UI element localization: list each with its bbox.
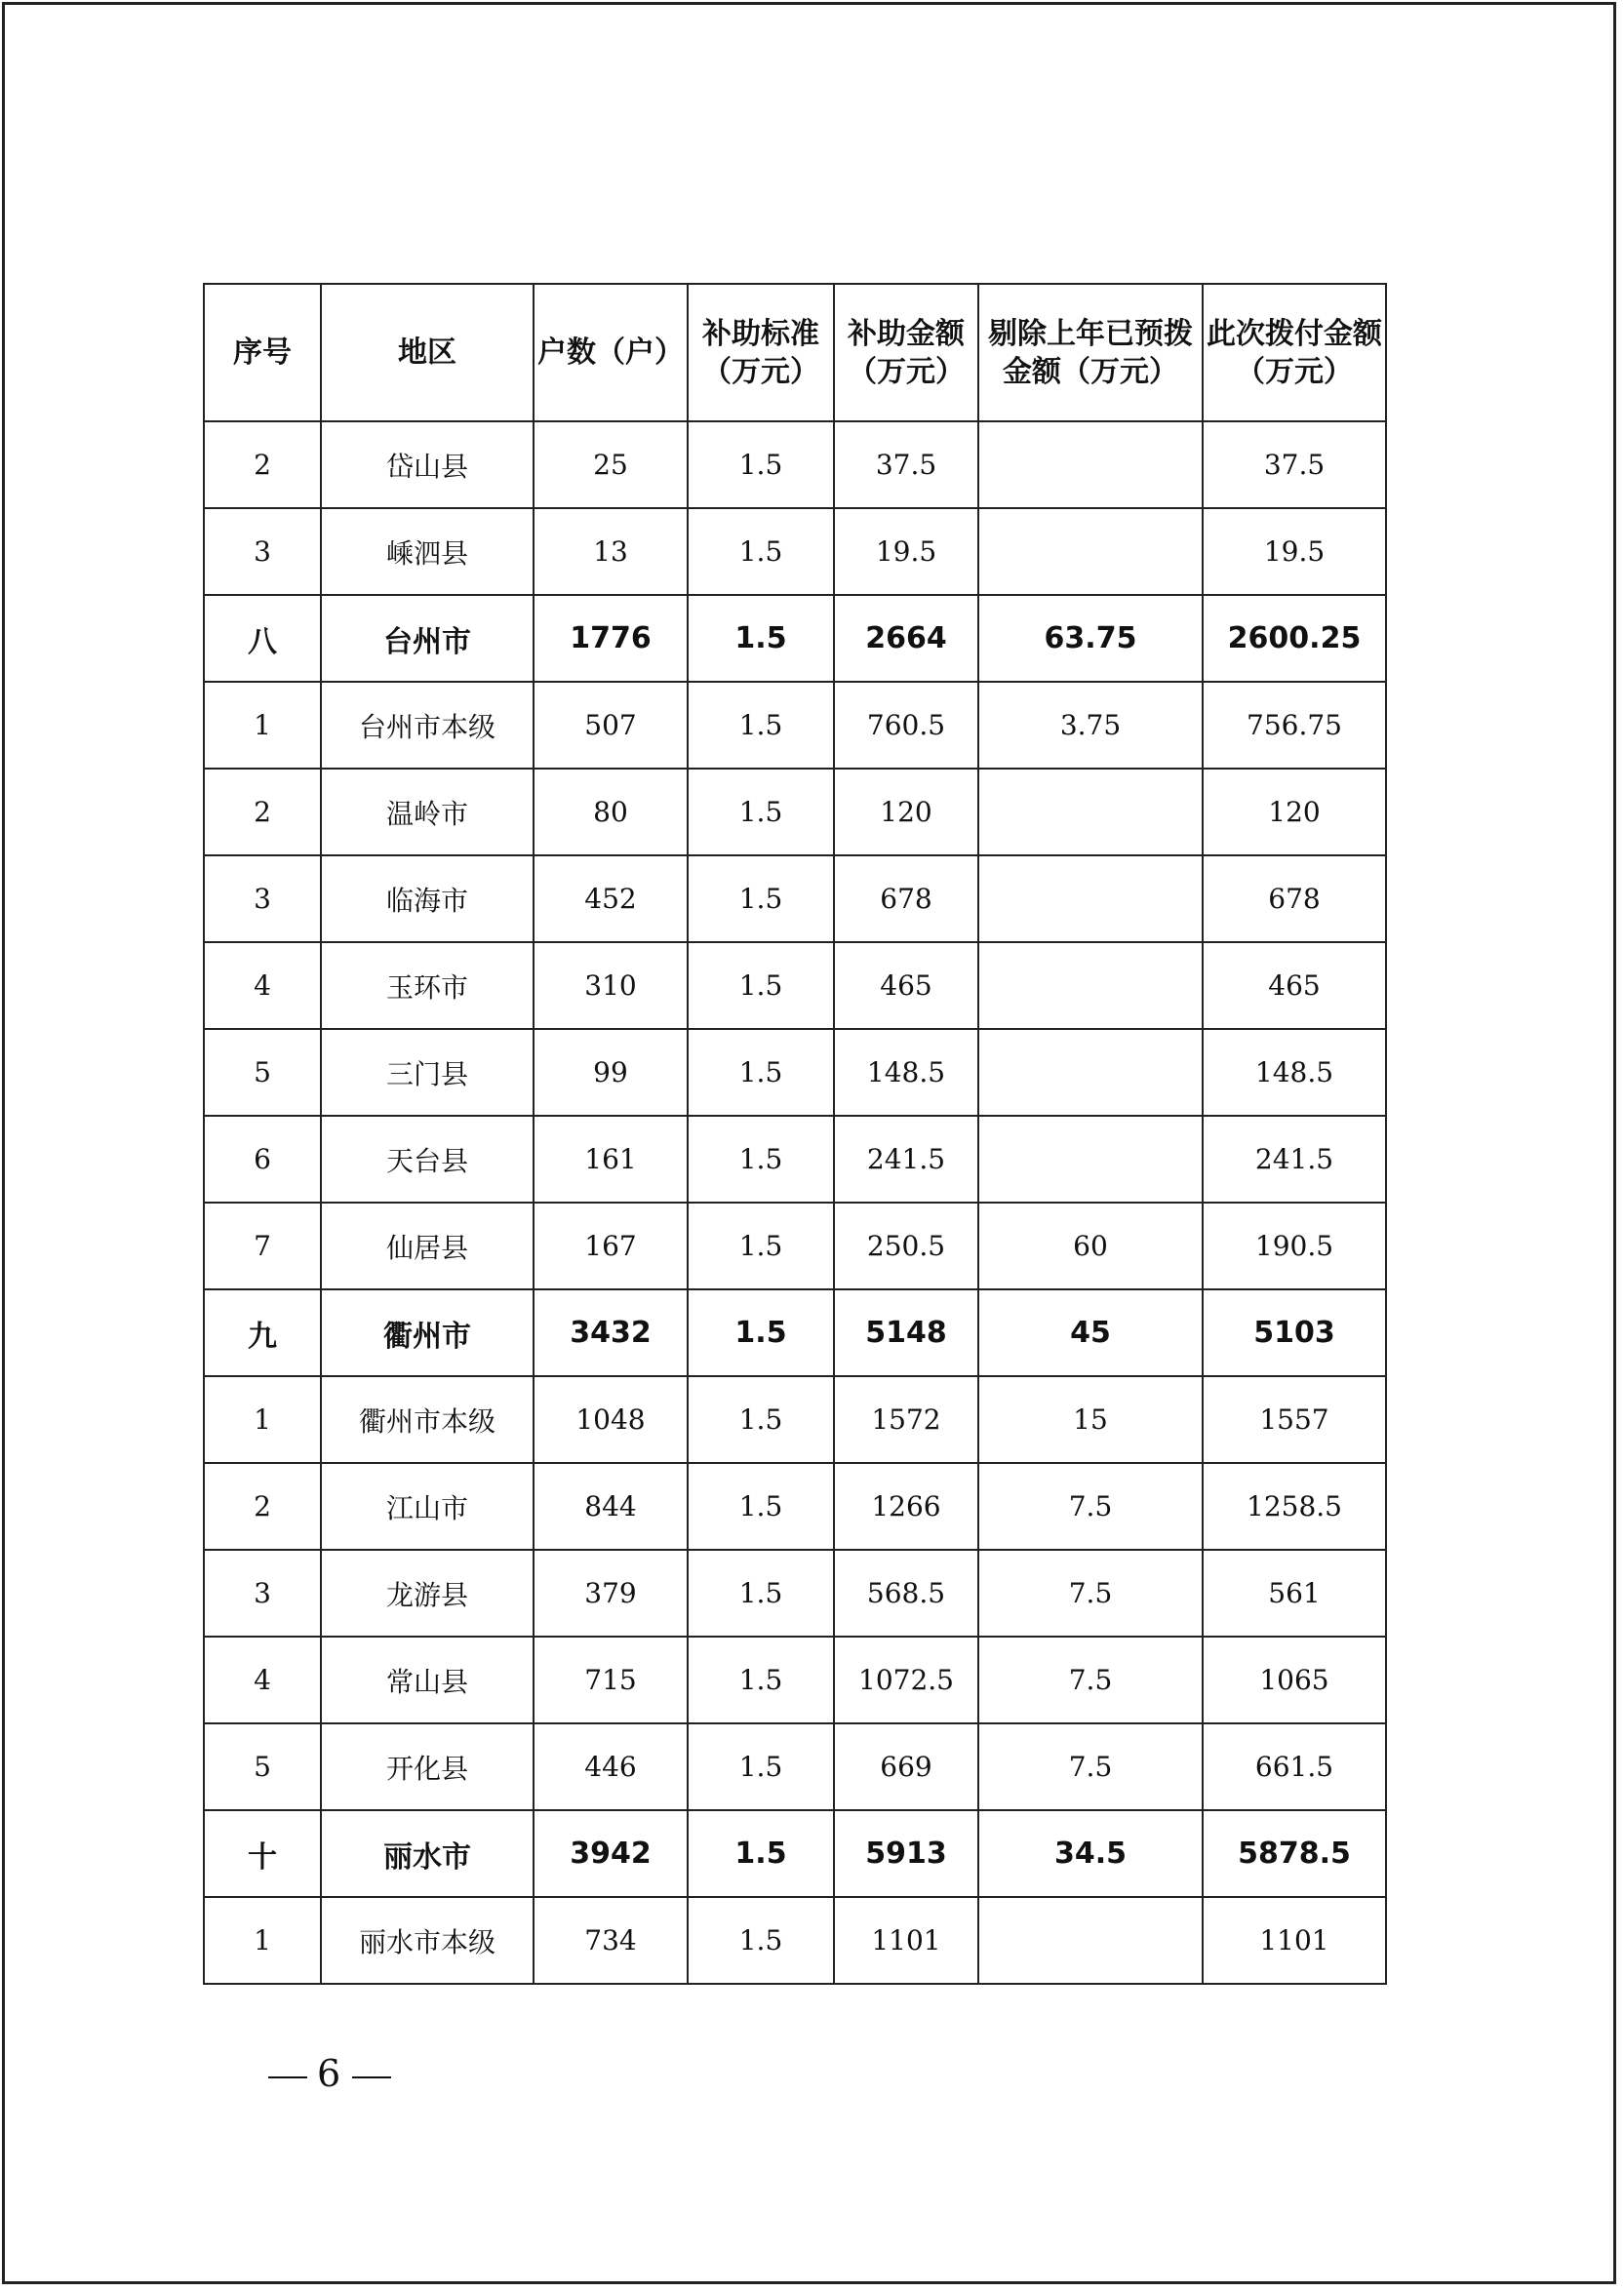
table-row [204,508,1386,595]
cell-standard: 1.5 [688,1463,834,1550]
cell-standard: 1.5 [688,508,834,595]
cell-no: 1 [204,1897,321,1984]
cell-households: 379 [534,1550,688,1637]
cell-no: 4 [204,1637,321,1723]
header-standard: 补助标准（万元） [688,284,834,421]
cell-households: 25 [534,421,688,508]
cell-households: 161 [534,1116,688,1203]
table-row [204,1029,1386,1116]
cell-payment: 148.5 [1203,1029,1386,1116]
cell-amount: 120 [834,769,978,855]
cell-deducted: 7.5 [978,1550,1203,1637]
cell-amount: 1101 [834,1897,978,1984]
cell-households: 167 [534,1203,688,1289]
header-region: 地区 [321,284,534,421]
cell-deducted [978,942,1203,1029]
cell-deducted: 3.75 [978,682,1203,769]
table-row [204,1723,1386,1810]
cell-region: 温岭市 [321,769,534,855]
table-row [204,855,1386,942]
cell-standard: 1.5 [688,682,834,769]
cell-standard: 1.5 [688,855,834,942]
cell-region: 开化县 [321,1723,534,1810]
cell-standard: 1.5 [688,1116,834,1203]
cell-region: 三门县 [321,1029,534,1116]
cell-payment: 465 [1203,942,1386,1029]
cell-deducted: 45 [978,1289,1203,1376]
cell-standard: 1.5 [688,1723,834,1810]
cell-households: 452 [534,855,688,942]
cell-deducted: 63.75 [978,595,1203,682]
cell-households: 715 [534,1637,688,1723]
cell-no: 2 [204,1463,321,1550]
table-row [204,1897,1386,1984]
cell-amount: 1572 [834,1376,978,1463]
header-deducted: 剔除上年已预拨金额（万元） [978,284,1203,421]
cell-region: 龙游县 [321,1550,534,1637]
table-row-group [204,1289,1386,1376]
cell-region: 岱山县 [321,421,534,508]
table-row [204,1203,1386,1289]
cell-households: 507 [534,682,688,769]
cell-payment: 5878.5 [1203,1810,1386,1897]
cell-amount: 19.5 [834,508,978,595]
cell-deducted [978,1116,1203,1203]
cell-payment: 190.5 [1203,1203,1386,1289]
table-row [204,1116,1386,1203]
cell-amount: 241.5 [834,1116,978,1203]
page-footer [258,2052,401,2095]
cell-households: 99 [534,1029,688,1116]
cell-no: 1 [204,1376,321,1463]
cell-amount: 568.5 [834,1550,978,1637]
table-body [204,421,1386,1984]
cell-amount: 678 [834,855,978,942]
cell-no: 十 [204,1810,321,1897]
cell-amount: 1072.5 [834,1637,978,1723]
header-no: 序号 [204,284,321,421]
table-row [204,421,1386,508]
cell-amount: 148.5 [834,1029,978,1116]
cell-payment: 1065 [1203,1637,1386,1723]
cell-amount: 465 [834,942,978,1029]
table-row-group [204,1810,1386,1897]
cell-households: 310 [534,942,688,1029]
cell-standard: 1.5 [688,1550,834,1637]
cell-standard: 1.5 [688,595,834,682]
cell-standard: 1.5 [688,1376,834,1463]
cell-payment: 1557 [1203,1376,1386,1463]
cell-amount: 669 [834,1723,978,1810]
cell-amount: 2664 [834,595,978,682]
cell-payment: 1101 [1203,1897,1386,1984]
cell-region: 临海市 [321,855,534,942]
cell-standard: 1.5 [688,769,834,855]
cell-amount: 1266 [834,1463,978,1550]
cell-no: 6 [204,1116,321,1203]
cell-amount: 250.5 [834,1203,978,1289]
cell-no: 1 [204,682,321,769]
cell-no: 7 [204,1203,321,1289]
cell-deducted: 7.5 [978,1637,1203,1723]
cell-no: 5 [204,1029,321,1116]
table-row [204,1637,1386,1723]
cell-deducted [978,855,1203,942]
cell-region: 衢州市 [321,1289,534,1376]
cell-payment: 1258.5 [1203,1463,1386,1550]
table-row [204,1550,1386,1637]
cell-amount: 37.5 [834,421,978,508]
cell-households: 3432 [534,1289,688,1376]
cell-region: 嵊泗县 [321,508,534,595]
cell-region: 台州市 [321,595,534,682]
cell-no: 5 [204,1723,321,1810]
table-row [204,1463,1386,1550]
cell-payment: 37.5 [1203,421,1386,508]
cell-payment: 120 [1203,769,1386,855]
cell-standard: 1.5 [688,1810,834,1897]
cell-no: 3 [204,1550,321,1637]
cell-no: 3 [204,855,321,942]
cell-standard: 1.5 [688,421,834,508]
cell-payment: 19.5 [1203,508,1386,595]
cell-no: 3 [204,508,321,595]
cell-deducted [978,508,1203,595]
table-row [204,1376,1386,1463]
cell-standard: 1.5 [688,1637,834,1723]
footer-dash-right [352,2076,391,2078]
cell-payment: 241.5 [1203,1116,1386,1203]
cell-region: 丽水市本级 [321,1897,534,1984]
table-row [204,942,1386,1029]
cell-households: 844 [534,1463,688,1550]
cell-deducted [978,1897,1203,1984]
cell-no: 4 [204,942,321,1029]
cell-deducted: 60 [978,1203,1203,1289]
cell-no: 八 [204,595,321,682]
cell-deducted [978,769,1203,855]
cell-payment: 5103 [1203,1289,1386,1376]
cell-region: 台州市本级 [321,682,534,769]
cell-region: 衢州市本级 [321,1376,534,1463]
cell-region: 常山县 [321,1637,534,1723]
cell-deducted: 34.5 [978,1810,1203,1897]
cell-amount: 760.5 [834,682,978,769]
page-number: 6 [317,2052,343,2095]
cell-no: 2 [204,769,321,855]
cell-deducted: 7.5 [978,1463,1203,1550]
cell-payment: 2600.25 [1203,595,1386,682]
cell-households: 80 [534,769,688,855]
cell-households: 1776 [534,595,688,682]
cell-region: 仙居县 [321,1203,534,1289]
cell-no: 九 [204,1289,321,1376]
cell-region: 丽水市 [321,1810,534,1897]
cell-standard: 1.5 [688,1203,834,1289]
cell-payment: 661.5 [1203,1723,1386,1810]
cell-region: 玉环市 [321,942,534,1029]
header-row [204,284,1386,421]
cell-standard: 1.5 [688,1029,834,1116]
cell-payment: 561 [1203,1550,1386,1637]
footer-dash-left [268,2076,307,2078]
cell-households: 446 [534,1723,688,1810]
cell-payment: 678 [1203,855,1386,942]
cell-standard: 1.5 [688,1289,834,1376]
table-row [204,682,1386,769]
cell-deducted [978,1029,1203,1116]
cell-households: 13 [534,508,688,595]
cell-deducted: 15 [978,1376,1203,1463]
subsidy-table [203,283,1387,1985]
cell-payment: 756.75 [1203,682,1386,769]
cell-households: 3942 [534,1810,688,1897]
cell-deducted [978,421,1203,508]
table-row-group [204,595,1386,682]
table-row [204,769,1386,855]
cell-households: 734 [534,1897,688,1984]
cell-amount: 5913 [834,1810,978,1897]
cell-no: 2 [204,421,321,508]
cell-amount: 5148 [834,1289,978,1376]
cell-households: 1048 [534,1376,688,1463]
cell-standard: 1.5 [688,942,834,1029]
header-households: 户数（户） [534,284,688,421]
cell-region: 天台县 [321,1116,534,1203]
cell-standard: 1.5 [688,1897,834,1984]
header-payment: 此次拨付金额（万元） [1203,284,1386,421]
header-amount: 补助金额（万元） [834,284,978,421]
cell-region: 江山市 [321,1463,534,1550]
cell-deducted: 7.5 [978,1723,1203,1810]
